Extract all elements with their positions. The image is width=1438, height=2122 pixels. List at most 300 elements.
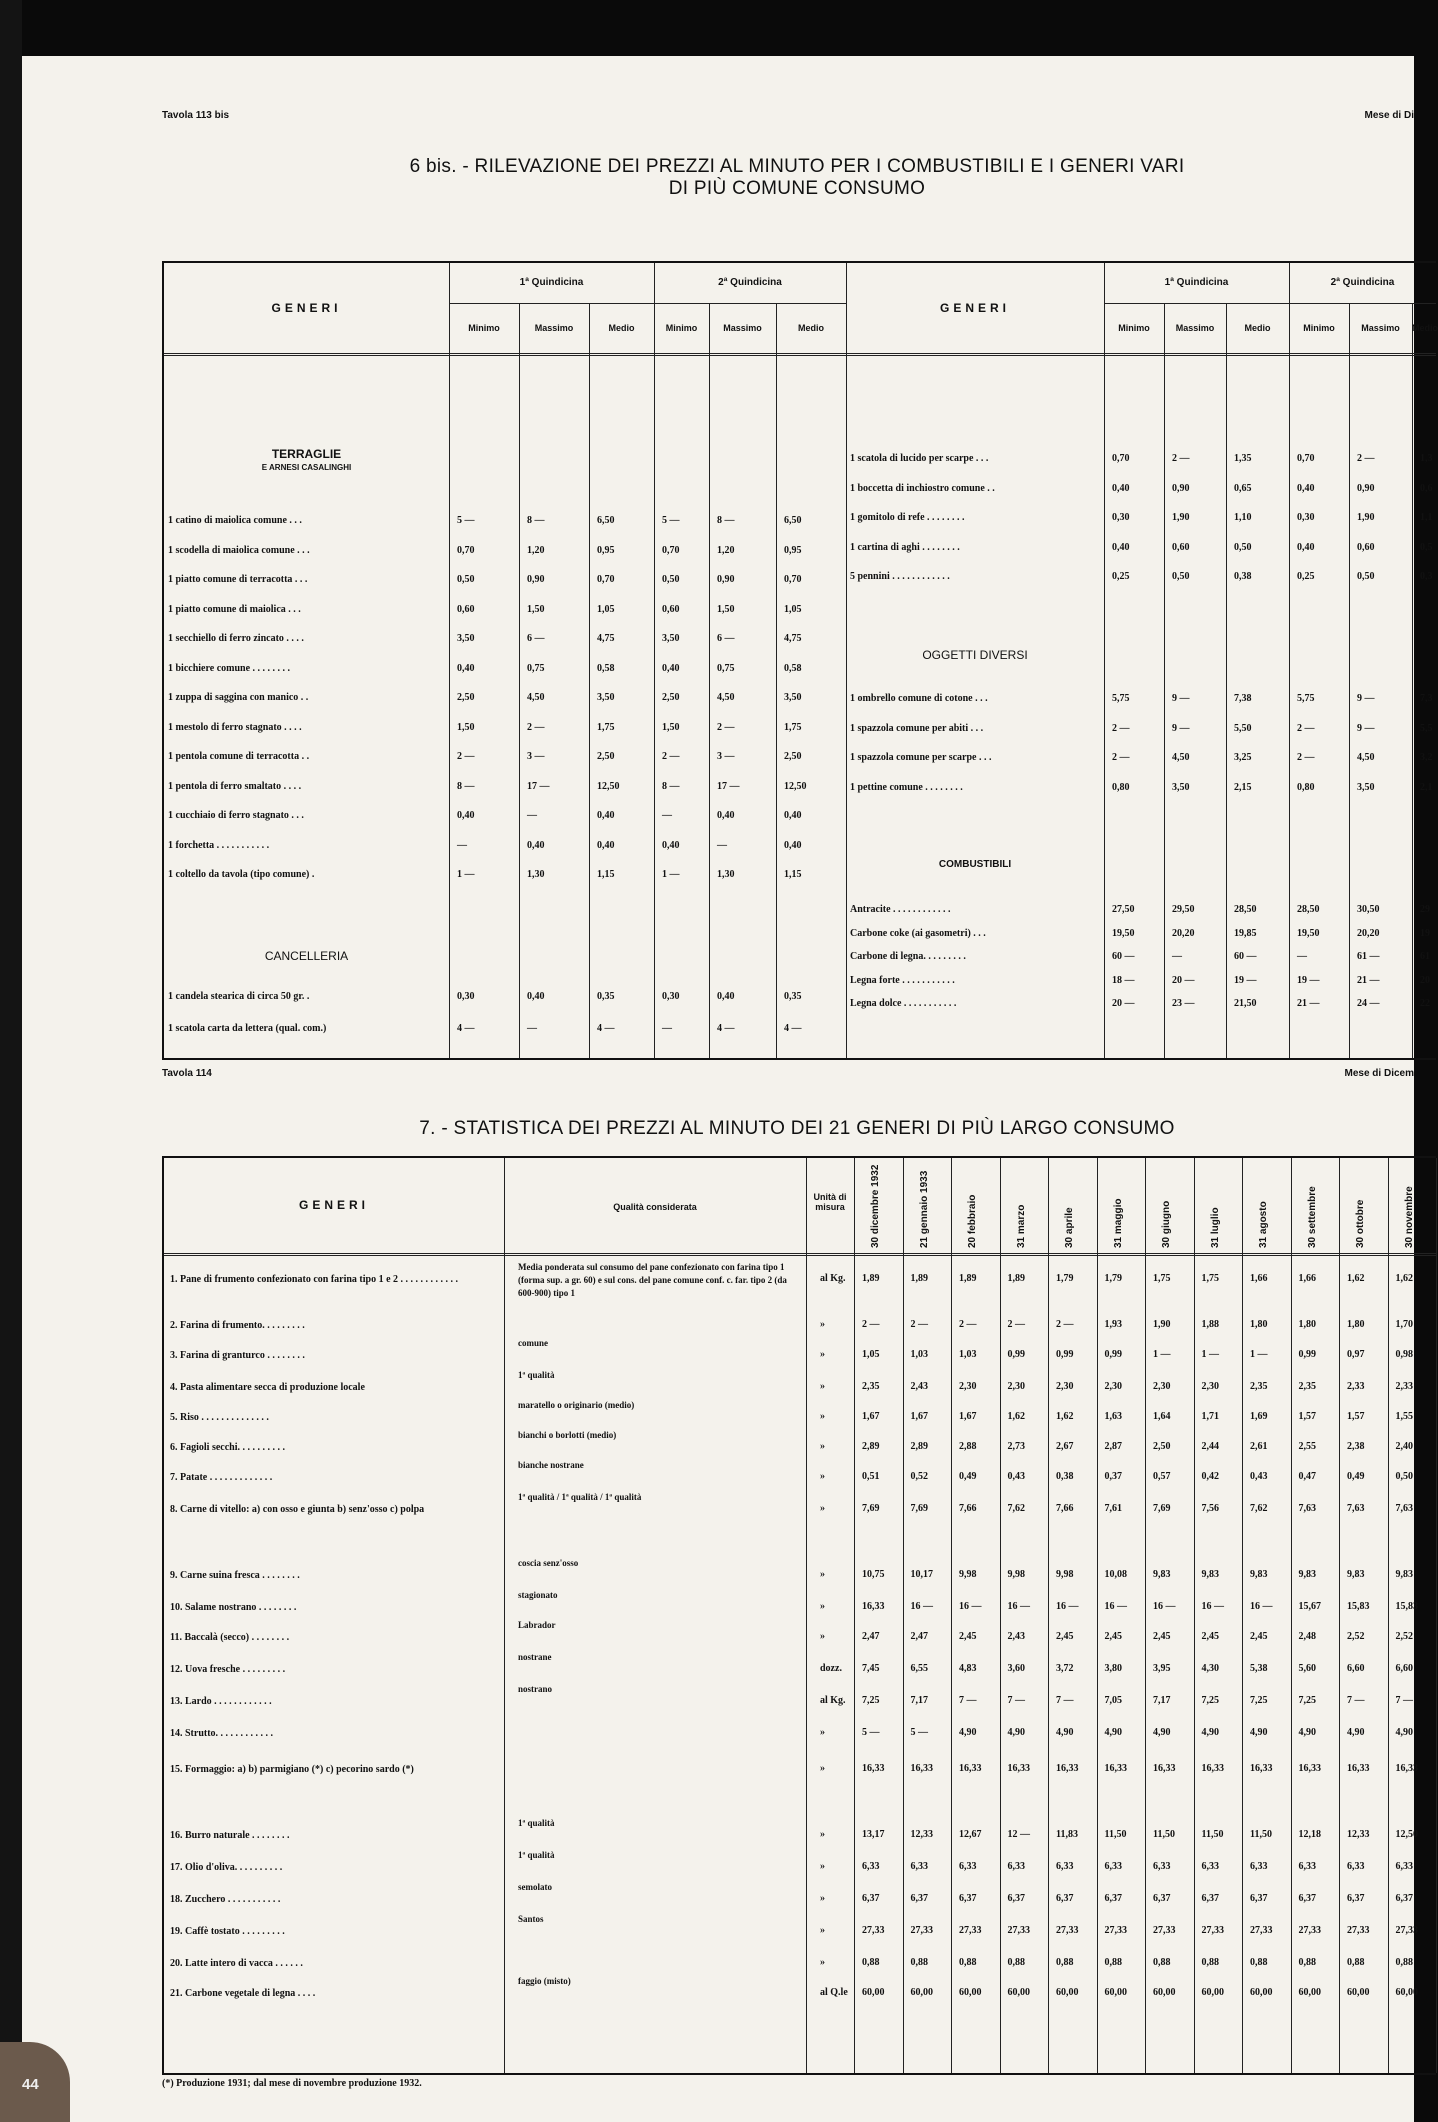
table-cell: 61 — [1420, 951, 1430, 962]
table-cell: 16 — — [1250, 1601, 1273, 1612]
table-cell: 6,33 — [959, 1861, 977, 1872]
table-cell: 19 — — [1234, 974, 1257, 986]
table-cell: 1,62 — [1347, 1273, 1365, 1284]
page-title-1 — [222, 156, 1372, 200]
table-cell: 27,33 — [1056, 1925, 1079, 1936]
table-cell: 1,80 — [1250, 1319, 1268, 1330]
table-cell: 0,98 — [1395, 1349, 1413, 1360]
table-cell: 2 — — [1112, 722, 1130, 734]
table-cell: 1,50 — [527, 603, 545, 615]
table-cell: 0,40 — [662, 662, 680, 674]
date-column-header: 30 aprile — [1064, 1207, 1075, 1248]
quality-cell: stagionato — [518, 1590, 558, 1600]
table-cell: 0,40 — [717, 991, 735, 1002]
table-cell: 0,80 — [1112, 781, 1130, 793]
table-cell: 1,50 — [457, 721, 475, 733]
table-cell: 1,90 — [1153, 1319, 1171, 1330]
table-cell: 0,40 — [597, 810, 615, 821]
table-row-label: 1 spazzola comune per abiti . . . — [850, 722, 984, 734]
table-row-label: 1 boccetta di inchiostro comune . . — [850, 482, 995, 494]
unit-cell: » — [820, 1411, 825, 1422]
column-rule — [1412, 303, 1413, 1058]
table-cell: 0,40 — [457, 810, 475, 821]
table-cell: 1 — — [1250, 1349, 1268, 1360]
table-cell: 0,49 — [959, 1471, 977, 1482]
quality-cell: bianchi o borlotti (medio) — [518, 1430, 617, 1440]
table-cell: 2,43 — [910, 1381, 928, 1392]
table-cell: 4,90 — [1201, 1727, 1219, 1738]
column-rule — [951, 1158, 952, 2073]
table-row-label: 14. Strutto. . . . . . . . . . . . — [170, 1728, 274, 1739]
table-cell: 2,50 — [662, 692, 680, 703]
quality-cell: 1ª qualità — [518, 1370, 555, 1380]
column-rule — [589, 303, 590, 1058]
table-cell: 2 — — [457, 751, 475, 762]
table-cell: 6,37 — [1395, 1893, 1413, 1904]
table-cell: 9,83 — [1347, 1569, 1365, 1580]
table-cell: 7,63 — [1298, 1503, 1316, 1514]
table-cell: 0,6 — [1420, 482, 1433, 494]
table-cell: 2,50 — [457, 692, 475, 703]
table-cell: 60,00 — [1395, 1987, 1418, 1998]
table-cell: 2 — — [1172, 453, 1190, 464]
table-row-label: 1 scatola di lucido per scarpe . . . — [850, 453, 989, 464]
table-row-label: 13. Lardo . . . . . . . . . . . . — [170, 1696, 272, 1707]
scan-left-border — [0, 0, 22, 2122]
table-cell: 3,95 — [1153, 1663, 1171, 1674]
unit-cell: » — [820, 1829, 825, 1840]
table-cell: 23 — — [1172, 998, 1195, 1009]
table-cell: 1,67 — [862, 1411, 880, 1422]
table-cell: 16,33 — [1153, 1763, 1176, 1774]
column-header: Massimo — [723, 323, 762, 333]
table-cell: 17 — — [717, 780, 740, 792]
table-cell: 16,33 — [1250, 1763, 1273, 1774]
table-cell: 11,50 — [1201, 1829, 1224, 1840]
table-cell: 0,58 — [597, 662, 615, 674]
date-column-header: 31 luglio — [1209, 1207, 1221, 1248]
table-cell: 1,57 — [1298, 1411, 1316, 1422]
section-title: TERRAGLIE — [271, 447, 342, 461]
table-cell: 0,75 — [527, 662, 545, 674]
table-row-label: 12. Uova fresche . . . . . . . . . — [170, 1664, 286, 1675]
table-cell: 0,99 — [1056, 1349, 1074, 1360]
table-cell: 0,70 — [457, 544, 475, 556]
table-cell: 1,20 — [717, 544, 735, 556]
table-cell: 19 — [1420, 927, 1430, 939]
table-row-label: 1 piatto comune di terracotta . . . — [168, 574, 308, 585]
table-cell: 7 — — [1395, 1695, 1413, 1706]
table-cell: 60,00 — [1104, 1987, 1127, 1998]
table-cell: 2,45 — [1250, 1631, 1268, 1642]
table-cell: 0,97 — [1347, 1349, 1365, 1360]
document-page — [22, 56, 1438, 2122]
table-cell: 1,03 — [959, 1349, 977, 1360]
generi-header: GENERI — [271, 301, 342, 315]
unit-cell: » — [820, 1763, 825, 1774]
column-rule — [1349, 303, 1350, 1058]
table-cell: 8 — — [662, 780, 680, 792]
table-cell: 2,44 — [1201, 1441, 1219, 1452]
table-cell: 15,67 — [1298, 1601, 1321, 1612]
table-cell: — — [662, 1023, 672, 1034]
table-cell: 0,88 — [862, 1957, 880, 1968]
table-number-left: Tavola 113 bis — [162, 110, 230, 121]
table-cell: 9,83 — [1250, 1569, 1268, 1580]
table-cell: 0,50 — [1395, 1471, 1413, 1482]
table-cell: 0,70 — [1112, 453, 1130, 464]
table-row-label: 1 scodella di maiolica comune . . . — [168, 544, 310, 556]
table-cell: 9,98 — [959, 1569, 977, 1580]
table-cell: 0,40 — [457, 662, 475, 674]
table-cell: 16 — — [959, 1601, 982, 1612]
table-cell: 27,33 — [1250, 1925, 1273, 1936]
table-cell: 3,72 — [1056, 1663, 1074, 1674]
table-cell: 2,30 — [1007, 1381, 1025, 1392]
table-cell: 7 — — [1056, 1695, 1074, 1706]
table-cell: 6,50 — [597, 515, 615, 526]
quindicina-rule-left — [449, 303, 846, 304]
table-cell: 15,83 — [1347, 1601, 1370, 1612]
table-cell: 9,83 — [1395, 1569, 1413, 1580]
table-cell: 12,33 — [1347, 1829, 1370, 1840]
quality-cell: nostrane — [518, 1652, 552, 1662]
quality-cell: nostrano — [518, 1684, 553, 1694]
table-cell: 1 — — [1201, 1349, 1219, 1360]
table-cell: 20 — [1420, 974, 1430, 986]
table-cell: 2,30 — [1104, 1381, 1122, 1392]
column-header: Massimo — [1361, 323, 1400, 333]
table-cell: 60,00 — [1153, 1987, 1176, 1998]
table-cell: 27,33 — [1298, 1925, 1321, 1936]
table-cell: 27,33 — [910, 1925, 933, 1936]
date-column-header: 31 agosto — [1258, 1201, 1269, 1248]
table-cell: 0,40 — [784, 839, 802, 851]
table-cell: 5,38 — [1250, 1663, 1268, 1674]
table-cell: 2,73 — [1007, 1441, 1025, 1452]
column-rule — [1145, 1158, 1146, 2073]
table-cell: 27,33 — [1347, 1925, 1370, 1936]
quality-cell: comune — [518, 1338, 548, 1348]
table-cell: 1,35 — [1234, 453, 1252, 464]
table-cell: 6,37 — [1201, 1893, 1219, 1904]
table-cell: 10,75 — [862, 1569, 885, 1580]
table-cell: 18 — — [1112, 974, 1135, 986]
table-cell: 6 — — [527, 633, 545, 644]
table-cell: 20 — — [1112, 998, 1135, 1009]
column-header: Massimo — [1175, 323, 1215, 333]
table-cell: 0,38 — [1234, 571, 1252, 582]
table-cell: 3,50 — [662, 633, 680, 644]
unit-cell: » — [820, 1569, 825, 1580]
table-cell: 12,18 — [1298, 1829, 1321, 1840]
column-rule — [854, 1158, 855, 2073]
table-cell: 1,15 — [784, 869, 802, 880]
quality-cell: 1ª qualità — [518, 1818, 555, 1828]
table-cell: 16,33 — [959, 1763, 982, 1774]
table-cell: 2,40 — [1395, 1441, 1413, 1452]
table-cell: 1,80 — [1298, 1319, 1316, 1330]
table-cell: 1,30 — [717, 869, 735, 880]
table-cell: 7,63 — [1395, 1503, 1413, 1514]
section-subtitle: E ARNESI CASALINGHI — [261, 463, 352, 472]
table-row-label: 15. Formaggio: a) b) parmigiano (*) c) pecorino sardo (*) — [170, 1764, 414, 1775]
table-cell: 7,25 — [1298, 1695, 1316, 1706]
table-cell: 6,33 — [1395, 1861, 1413, 1872]
table-cell: 12,33 — [910, 1829, 933, 1840]
column-rule — [1104, 263, 1105, 1058]
column-header: Minimo — [1118, 323, 1150, 333]
table-cell: 1,3 — [1420, 453, 1433, 464]
table-cell: 27,33 — [1395, 1925, 1418, 1936]
table-cell: 1,67 — [959, 1411, 977, 1422]
table-cell: 13,17 — [862, 1829, 885, 1840]
table-cell: 9 — — [1357, 722, 1375, 734]
table-cell: 27,33 — [1201, 1925, 1224, 1936]
table-cell: 1 — — [457, 869, 475, 880]
table-cell: 9 — — [1172, 722, 1190, 734]
table-cell: 8 — — [527, 515, 545, 526]
table-cell: 1,1 — [1420, 512, 1433, 523]
table-cell: 0,50 — [662, 574, 680, 585]
table-cell: 0,47 — [1298, 1471, 1316, 1482]
table-row-label: 1 pentola di ferro smaltato . . . . — [168, 780, 302, 792]
table-cell: 3,25 — [1234, 752, 1252, 763]
table-cell: 16,33 — [1347, 1763, 1370, 1774]
table-cell: 0,49 — [1347, 1471, 1365, 1482]
table-cell: 3 — — [527, 751, 545, 762]
table-cell: 0,52 — [910, 1471, 928, 1482]
table-cell: 0,95 — [597, 544, 615, 556]
table-cell: 1,03 — [910, 1349, 928, 1360]
table-cell: 1,88 — [1201, 1319, 1219, 1330]
column-rule — [1388, 1158, 1389, 2073]
table-cell: 1,63 — [1104, 1411, 1122, 1422]
unit-cell: » — [820, 1925, 825, 1936]
table-cell: 0,43 — [1007, 1471, 1025, 1482]
table-cell: 21 — — [1357, 974, 1380, 986]
table-cell: 2,45 — [1153, 1631, 1171, 1642]
table-cell: 8 — — [717, 515, 735, 526]
column-rule — [903, 1158, 904, 2073]
table-cell: — — [527, 1023, 537, 1034]
table-cell: 2,61 — [1250, 1441, 1268, 1452]
footnote: (*) Produzione 1931; dal mese di novembre produzione 1932. — [162, 2078, 422, 2089]
table-cell: 2,45 — [959, 1631, 977, 1642]
table-cell: 1,62 — [1056, 1411, 1074, 1422]
column-header: Medio — [1412, 323, 1438, 333]
table-cell: — — [457, 839, 467, 851]
table-cell: 6,37 — [1298, 1893, 1316, 1904]
table-cell: 2,52 — [1347, 1631, 1365, 1642]
table-cell: 4,90 — [1347, 1727, 1365, 1738]
table-row-label: 20. Latte intero di vacca . . . . . . — [170, 1958, 303, 1969]
table-cell: 16,33 — [910, 1763, 933, 1774]
table-cell: 0,88 — [1153, 1957, 1171, 1968]
table-cell: 2,48 — [1298, 1631, 1316, 1642]
column-rule — [519, 303, 520, 1058]
table-cell: 5 — — [662, 515, 680, 526]
table-cell: 10,17 — [910, 1569, 933, 1580]
price-table-21-generi — [162, 1156, 1436, 2075]
date-column-header: 31 maggio — [1112, 1198, 1124, 1248]
table-cell: 0,80 — [1297, 781, 1315, 793]
table-cell: 20 — — [1172, 974, 1195, 986]
table-cell: 2 — — [862, 1319, 880, 1330]
table-cell: 61 — — [1357, 951, 1380, 962]
quindicina-rule-right — [1104, 303, 1436, 304]
quality-cell: 1ª qualità / 1ª qualità / 1ª qualità — [518, 1492, 642, 1502]
table-cell: 16,33 — [1056, 1763, 1079, 1774]
quality-cell: semolato — [518, 1882, 552, 1892]
table-cell: 0,40 — [784, 810, 802, 821]
table-cell: 0,51 — [862, 1471, 880, 1482]
table-cell: 0,30 — [1297, 512, 1315, 523]
table-cell: 0,57 — [1153, 1471, 1171, 1482]
table-cell: 7,66 — [959, 1503, 977, 1514]
table-row-label: 1 zuppa di saggina con manico . . — [168, 692, 309, 703]
table-cell: 9,98 — [1056, 1569, 1074, 1580]
table-cell: 0,65 — [1234, 482, 1252, 494]
column-rule — [1048, 1158, 1049, 2073]
table-cell: 6,33 — [862, 1861, 880, 1872]
table-cell: 4,90 — [1153, 1727, 1171, 1738]
table-cell: 7 — — [959, 1695, 977, 1706]
table-cell: — — [527, 810, 537, 821]
quality-cell: 1ª qualità — [518, 1850, 555, 1860]
table-cell: 1,62 — [1007, 1411, 1025, 1422]
table-cell: 1,05 — [597, 603, 615, 615]
column-header: Minimo — [468, 323, 500, 333]
qualita-header: Qualità considerata — [613, 1202, 697, 1212]
table-cell: 9 — — [1172, 693, 1190, 704]
table-cell: 2,67 — [1056, 1441, 1074, 1452]
table-row-label: 1 secchiello di ferro zincato . . . . — [168, 633, 304, 644]
date-column-header: 30 giugno — [1161, 1200, 1172, 1248]
table-row-label: 2. Farina di frumento. . . . . . . . . — [170, 1320, 305, 1331]
unit-cell: dozz. — [820, 1663, 842, 1674]
table-cell: 4 — — [784, 1023, 802, 1034]
table-cell: 0,40 — [717, 810, 735, 821]
table-cell: 9,83 — [1153, 1569, 1171, 1580]
unit-cell: al Q.le — [820, 1987, 848, 1998]
column-rule — [654, 263, 655, 1058]
table-row-label: 3. Farina di granturco . . . . . . . . — [170, 1350, 305, 1361]
table-cell: 5 — — [862, 1727, 880, 1738]
header-rule-2 — [164, 355, 1436, 356]
date-column-header: 30 ottobre — [1355, 1199, 1366, 1248]
table-cell: 7 — — [1007, 1695, 1025, 1706]
table-cell: 29 — [1420, 904, 1430, 915]
table-cell: 4,90 — [1007, 1727, 1025, 1738]
section-title: CANCELLERIA — [264, 949, 349, 963]
table-cell: 2,47 — [910, 1631, 928, 1642]
table-cell: 0,40 — [1297, 541, 1315, 553]
table-cell: 7,17 — [910, 1695, 928, 1706]
table-cell: 0,60 — [457, 603, 475, 615]
table-cell: 24 — — [1357, 998, 1380, 1009]
table-cell: 0,40 — [1112, 482, 1130, 494]
table-cell: 27,33 — [959, 1925, 982, 1936]
table-cell: 7,63 — [1347, 1503, 1365, 1514]
table-row-label: 8. Carne di vitello: a) con osso e giunta b) senz'osso c) polpa — [170, 1504, 425, 1515]
table-cell: 7,3 — [1420, 693, 1433, 704]
table-cell: 16 — — [1104, 1601, 1127, 1612]
table-cell: 4,50 — [1172, 752, 1190, 763]
table-cell: 16 — — [1007, 1601, 1030, 1612]
table-cell: 2 — — [1056, 1319, 1074, 1330]
table-cell: 1,90 — [1172, 512, 1190, 523]
table-row-label: 1 mestolo di ferro stagnato . . . . — [168, 721, 302, 733]
table-cell: 0,30 — [1112, 512, 1130, 523]
table-cell: 60,00 — [1347, 1987, 1370, 1998]
table-cell: 1 — — [662, 869, 680, 880]
table-cell: 27,33 — [1007, 1925, 1030, 1936]
table-cell: 1,69 — [1250, 1411, 1268, 1422]
table-cell: 11,50 — [1153, 1829, 1175, 1840]
table-cell: 6,33 — [1056, 1861, 1074, 1872]
table-cell: 0,37 — [1104, 1471, 1122, 1482]
table-cell: 2 — — [1297, 752, 1315, 763]
unit-cell: » — [820, 1861, 825, 1872]
date-column-header: 20 febbraio — [967, 1194, 978, 1248]
table-cell: 6,33 — [1104, 1861, 1122, 1872]
header-rule — [164, 353, 1436, 354]
table-cell: 0,70 — [784, 574, 802, 585]
column-rule — [1164, 303, 1165, 1058]
generi-header: GENERI — [298, 1198, 369, 1212]
quality-cell: bianche nostrane — [518, 1460, 584, 1470]
table-cell: 60 — — [1234, 951, 1257, 962]
table-cell: 2,45 — [1056, 1631, 1074, 1642]
table-cell: 6,37 — [959, 1893, 977, 1904]
table-cell: 6,60 — [1347, 1663, 1365, 1674]
table-cell: — — [717, 839, 727, 851]
table-cell: 16 — — [910, 1601, 933, 1612]
table-cell: 7,25 — [1250, 1695, 1268, 1706]
table-row-label: 1 forchetta . . . . . . . . . . . — [168, 839, 270, 851]
table-cell: 1,15 — [597, 869, 615, 880]
table-cell: 2,43 — [1007, 1631, 1025, 1642]
table-cell: 2,89 — [910, 1441, 928, 1452]
table-cell: 0,50 — [1357, 571, 1375, 582]
table-cell: 6,37 — [1007, 1893, 1025, 1904]
table-cell: 3,2 — [1420, 752, 1433, 763]
table-cell: 0,90 — [717, 574, 735, 585]
table-cell: 7,05 — [1104, 1695, 1122, 1706]
table-cell: 60,00 — [1250, 1987, 1273, 1998]
table-cell: 0,35 — [597, 991, 615, 1002]
table-cell: 5,60 — [1298, 1663, 1316, 1674]
table-cell: 1,10 — [1234, 512, 1252, 523]
table-cell: 60,00 — [862, 1987, 885, 1998]
table-cell: 0,40 — [1297, 482, 1315, 494]
table-cell: 0,35 — [784, 991, 802, 1002]
table-cell: 0,70 — [597, 574, 615, 585]
table-cell: 6,33 — [1201, 1861, 1219, 1872]
table-cell: 1,93 — [1104, 1319, 1122, 1330]
table-cell: 2 — — [1007, 1319, 1025, 1330]
unit-cell: » — [820, 1631, 825, 1642]
column-header: Massimo — [534, 323, 574, 333]
table-cell: 2,88 — [959, 1441, 977, 1452]
table-row-label: 10. Salame nostrano . . . . . . . . — [170, 1602, 297, 1613]
table-cell: 4,30 — [1201, 1663, 1219, 1674]
table-cell: 0,90 — [1172, 482, 1190, 494]
table-cell: 1,89 — [910, 1273, 928, 1284]
table-cell: 0,40 — [662, 839, 680, 851]
table-row-label: Carbone di legna. . . . . . . . . — [850, 951, 966, 962]
